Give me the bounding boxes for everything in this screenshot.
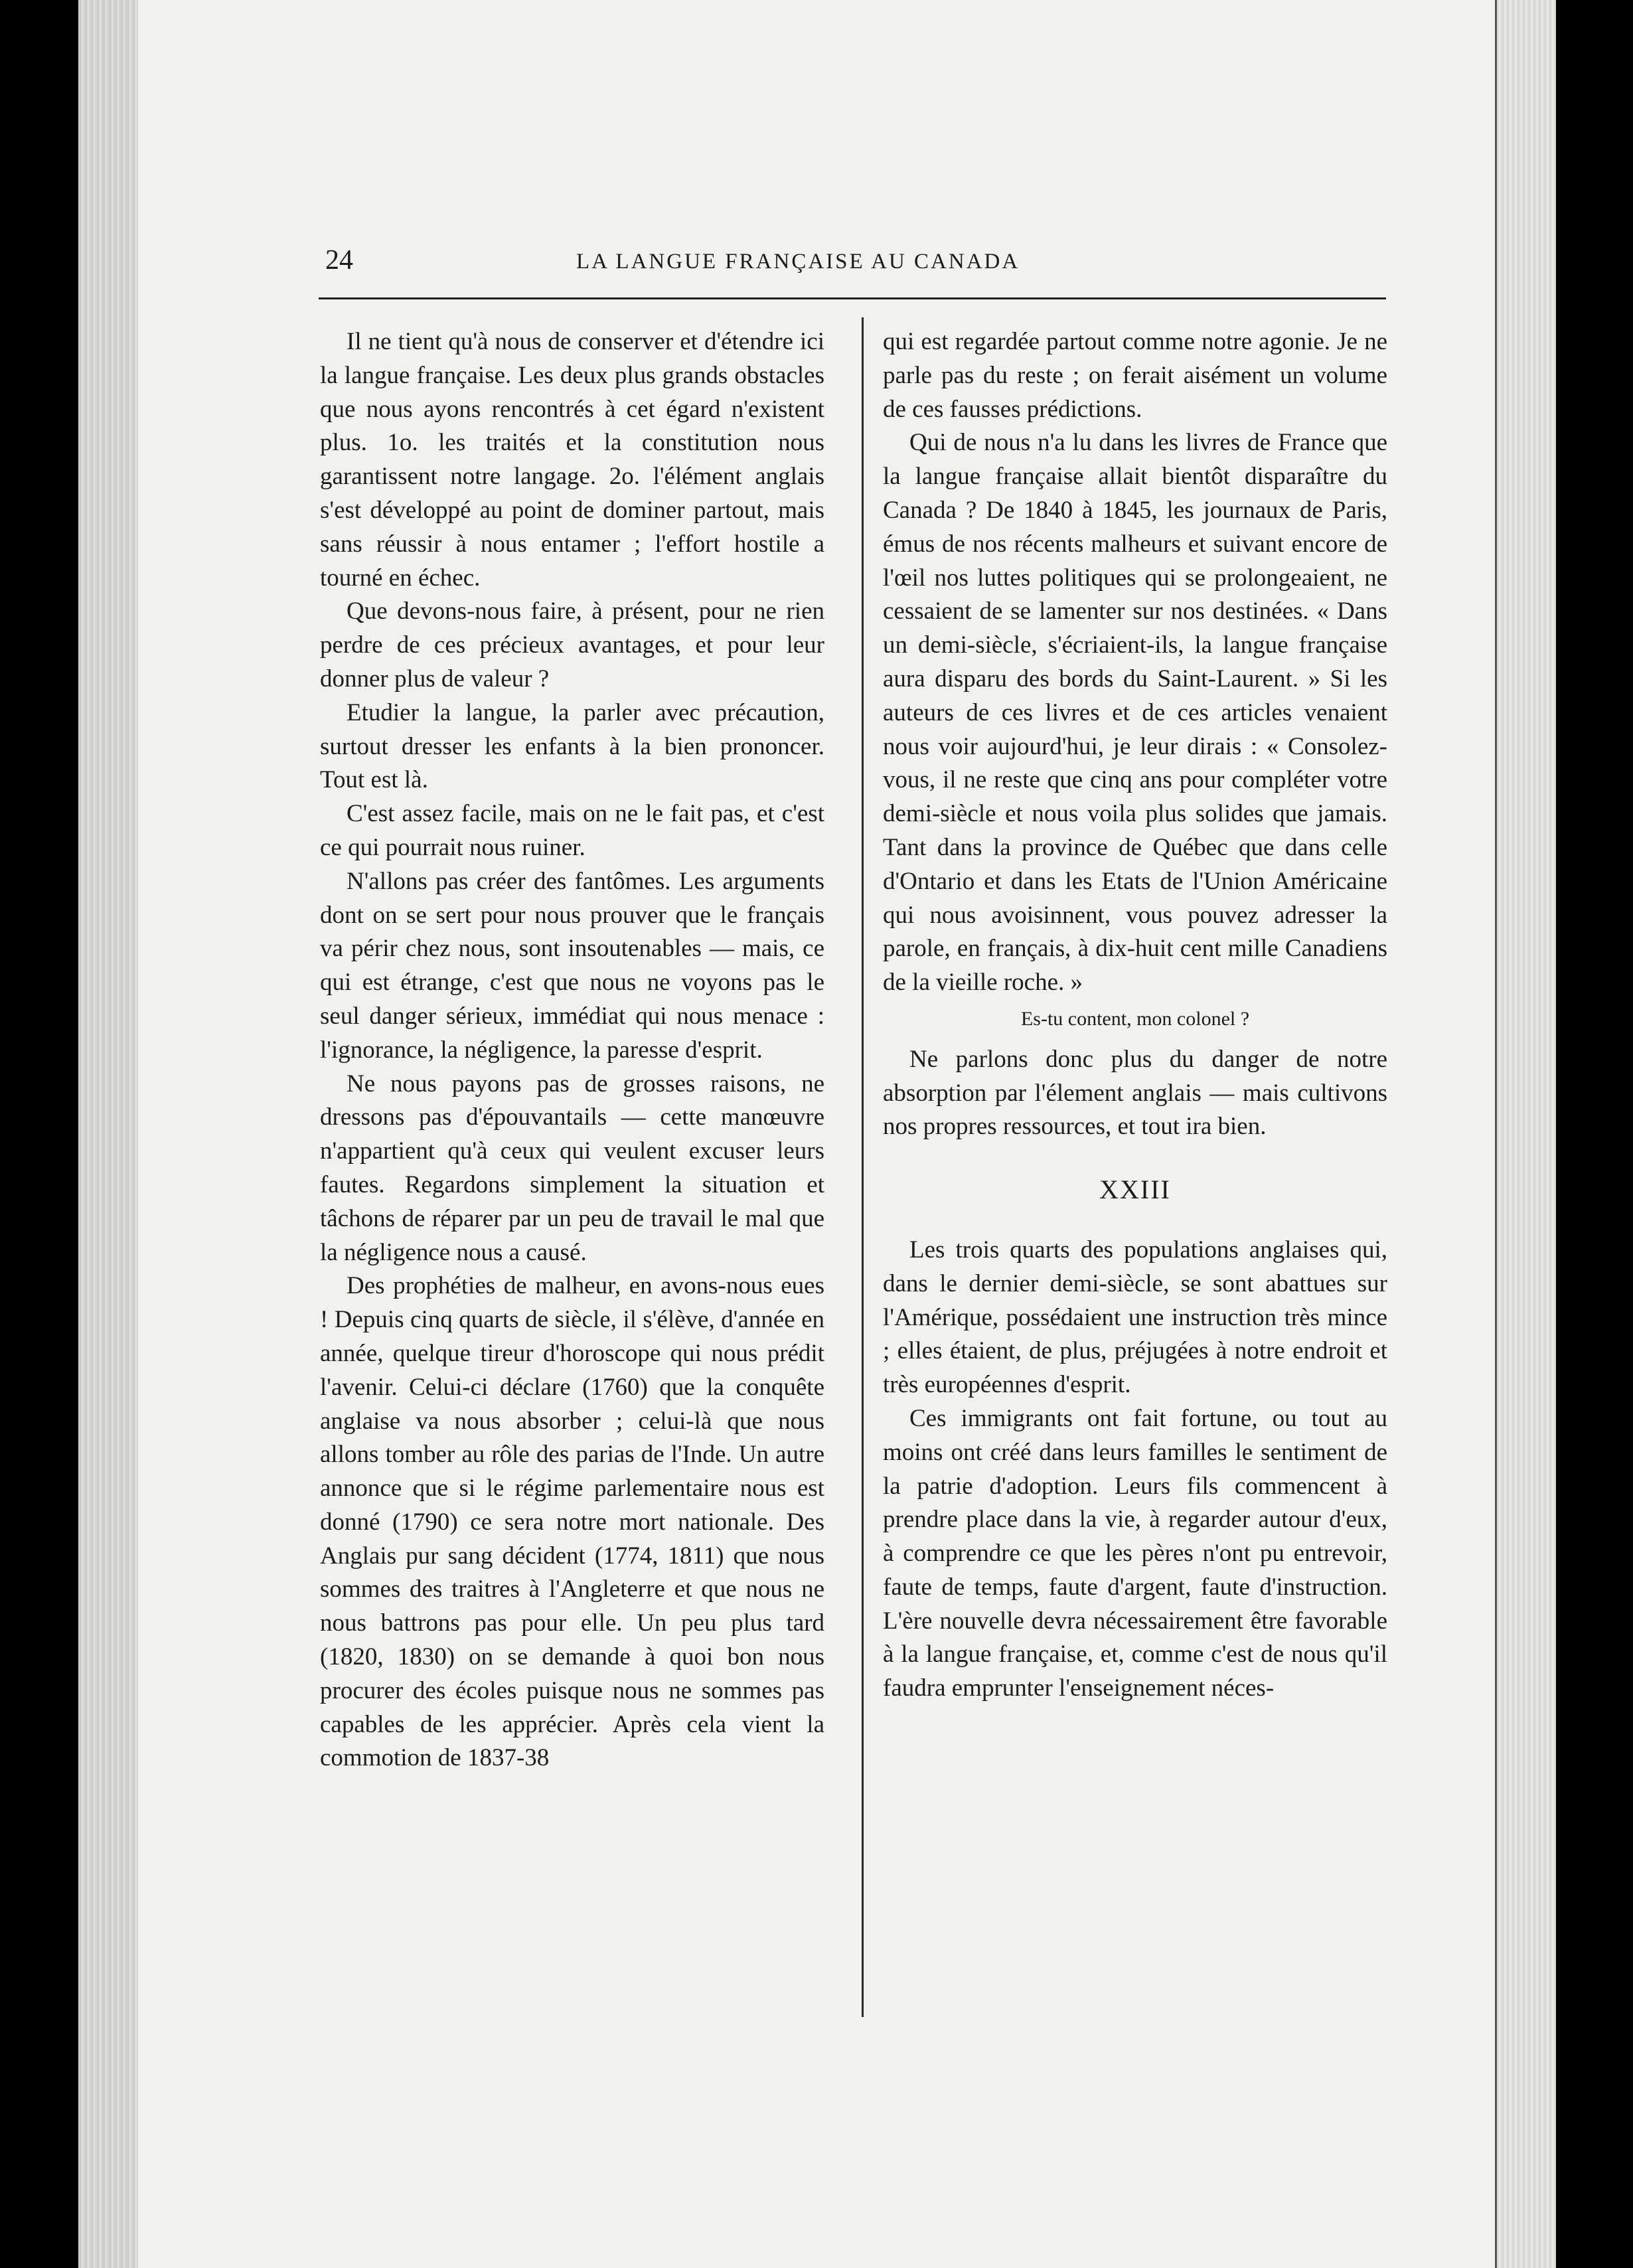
paragraph: Des prophéties de malheur, en avons-nous eues ! Depuis cinq quarts de siècle, il s'élève, d'année en année, quelque tireur d'horoscope qui nous prédit l'avenir. Celui-ci déclare (1760) que la conquête anglaise va nous absorber ; celui-là que nous allons tomber au rôle des parias de l'Inde. Un autre annonce que si le régime parlementaire nous est donné (1790) ce sera notre mort nationale. Des Anglais pur sang décident (1774, 1811) que nous sommes des traitres à l'Angleterre et que nous ne nous battrons pas pour elle. Un peu plus tard (1820, 1830) on se demande à quoi bon nous procurer des écoles puisque nous ne sommes pas capables de les apprécier. Après cela vient la commotion de 1837-38 (320, 1272, 824, 1772)
page-edges-left (78, 0, 138, 2268)
right-column (883, 325, 1387, 1706)
paragraph: C'est assez facile, mais on ne le fait pas, et c'est ce qui pourrait nous ruiner. (320, 800, 824, 861)
column-divider (862, 317, 864, 2017)
paragraph: Ne parlons donc plus du danger de notre absorption par l'élement anglais — mais cultivons nos propres ressources, et tout ira bien. (883, 1045, 1387, 1141)
paragraph: Il ne tient qu'à nous de conserver et d'étendre ici la langue française. Les deux plus grands obstacles que nous ayons rencontrés à cet égard n'existent plus. 1o. les traités et la constitution nous garantissent notre langage. 2o. l'élément anglais s'est développé au point de dominer partout, mais sans réussir à nous entamer ; l'effort hostile a tourné en échec. (320, 328, 824, 592)
page-edges-right (1495, 0, 1556, 2268)
paragraph: Ces immigrants ont fait fortune, ou tout au moins ont créé dans leurs familles le sentiment de la patrie d'adoption. Leurs fils commencent à prendre place dans la vie, à regarder autour d'eux, à comprendre ce que les pères n'ont pu entrevoir, faute de temps, faute d'argent, faute d'instruction. L'ère nouvelle devra nécessairement être favorable à la langue française, et, comme c'est de nous qu'il faudra emprunter l'enseignement néces- (883, 1404, 1387, 1702)
paragraph: N'allons pas créer des fantômes. Les arguments dont on se sert pour nous prouver que le français va périr chez nous, sont insoutenables — mais, ce qui est étrange, c'est que nous ne voyons pas le seul danger sérieux, immédiat qui nous menace : l'ignorance, la négligence, la paresse d'esprit. (320, 867, 824, 1064)
page-number: 24 (325, 245, 353, 276)
running-head (325, 244, 1387, 284)
paragraph: Que devons-nous faire, à présent, pour ne rien perdre de ces précieux avantages, et pour leur donner plus de valeur ? (320, 598, 824, 692)
running-title: LA LANGUE FRANÇAISE AU CANADA (576, 250, 1020, 274)
header-rule (319, 297, 1386, 299)
quotation-line: Es-tu content, mon colonel ? (1020, 1007, 1250, 1030)
paragraph-continuation: qui est regardée partout comme notre agonie. Je ne parle pas du reste ; on ferait aisément un volume de ces fausses prédictions. (883, 328, 1387, 423)
paragraph: Les trois quarts des populations anglaises qui, dans le dernier demi-siècle, se sont abattues sur l'Amérique, possédaient une instruction très mince ; elles étaient, de plus, préjugées à notre endroit et très européennes d'esprit. (883, 1236, 1387, 1399)
paragraph: Etudier la langue, la parler avec précaution, surtout dresser les enfants à la bien prononcer. Tout est là. (320, 698, 824, 794)
paragraph: Ne nous payons pas de grosses raisons, ne dressons pas d'épouvantails — cette manœuvre n'appartient qu'à ceux qui veulent excuser leurs fautes. Regardons simplement la situation et tâchons de réparer par un peu de travail le mal que la négligence nous a causé. (320, 1070, 824, 1266)
left-column (320, 325, 824, 1775)
paragraph: Qui de nous n'a lu dans les livres de France que la langue française allait bientôt disparaître du Canada ? De 1840 à 1845, les journaux de Paris, émus de nos récents malheurs et suivant encore de l'œil nos luttes politiques qui se prolongeaient, ne cessaient de se lamenter sur nos destinées. « Dans un demi-siècle, s'écriaient-ils, la langue française aura disparu des bords du Saint-Laurent. » Si les auteurs de ces livres et de ces articles venaient nous voir aujourd'hui, je leur dirais : « Consolez-vous, il ne reste que cinq ans pour compléter votre demi-siècle et nous voila plus solides que jamais. Tant dans la province de Québec que dans celle d'Ontario et dans les Etats de l'Union Américaine qui nous avoisinnent, vous pouvez adresser la parole, en français, à dix-huit cent mille Canadiens de la vieille roche. » (883, 429, 1387, 997)
page-border-line (1495, 0, 1497, 2268)
section-heading: XXIII (1099, 1174, 1171, 1205)
